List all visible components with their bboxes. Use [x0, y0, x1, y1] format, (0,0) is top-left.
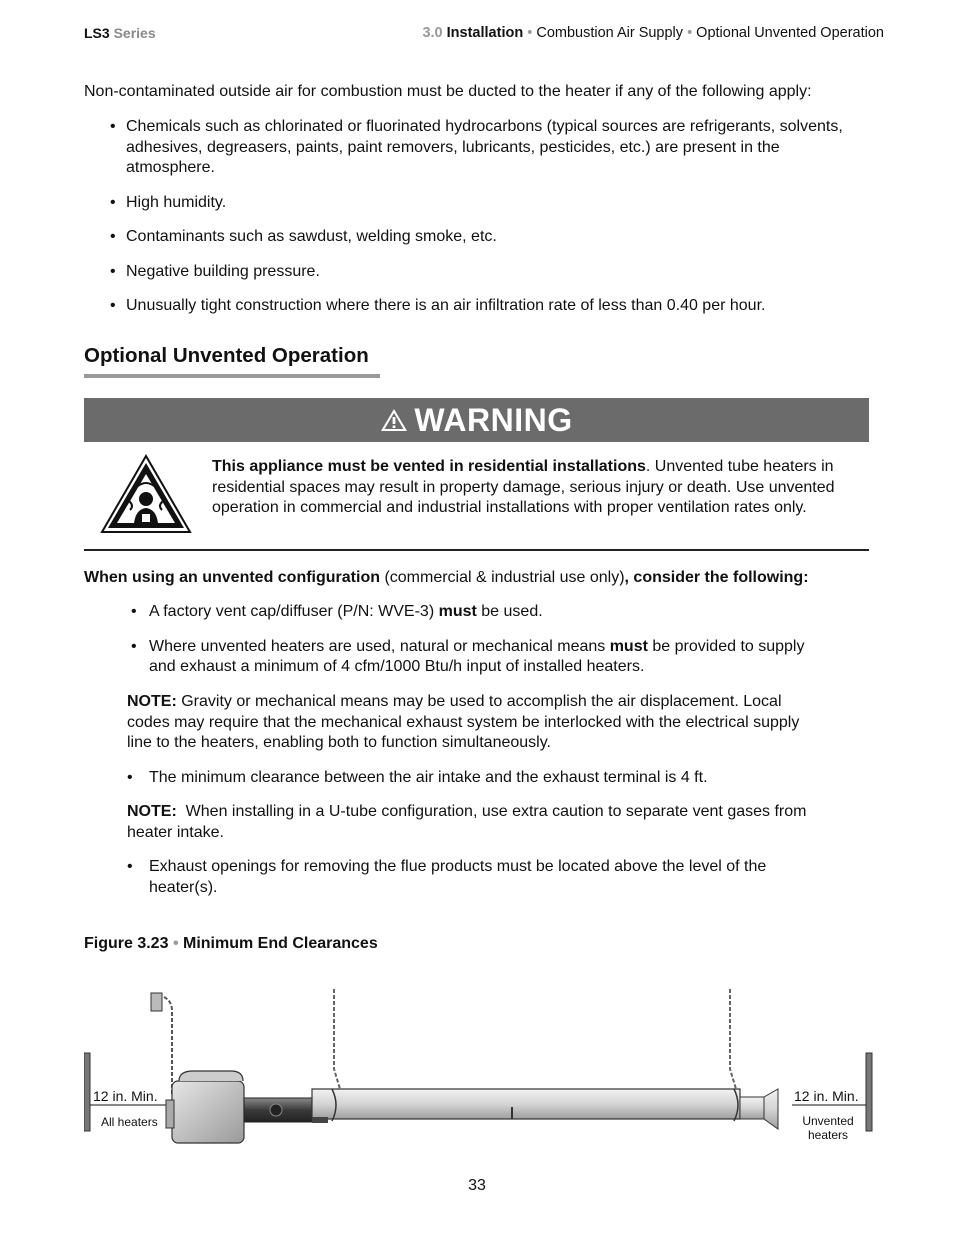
note-label: NOTE: — [127, 803, 177, 820]
item-text: A factory vent cap/diffuser (P/N: WVE-3) — [149, 603, 439, 620]
list-item: • Negative building pressure. — [110, 262, 870, 283]
breadcrumb-sep: • — [527, 25, 533, 41]
note-text: Gravity or mechanical means may be used to accomplish the air displacement. Local codes may require that the mechanical exhaust system be interlocked with the electrical supply line to the heaters, enabling both to function simultaneously. — [127, 693, 800, 751]
item-text: be provided to supply and exhaust a minimum of 4 cfm/1000 Btu/h input of installed heaters. — [149, 637, 805, 675]
list-item: • Unusually tight construction where there is an air infiltration rate of less than 0.40 per hour. — [110, 296, 870, 317]
note-text: When installing in a U-tube configuration, use extra caution to separate vent gases from heater intake. — [127, 803, 811, 841]
item-emphasis: must — [609, 637, 648, 655]
figure-sep: • — [172, 935, 179, 952]
heater-diagram — [84, 985, 874, 1150]
gas-hazard-icon — [100, 454, 192, 534]
left-clearance-note: All heaters — [101, 1115, 158, 1129]
exhaust-list — [127, 857, 827, 898]
figure-caption — [84, 935, 378, 953]
warning-heading: WARNING — [414, 401, 573, 438]
note-paragraph — [127, 802, 827, 843]
section-name: Installation — [446, 25, 524, 41]
breadcrumb-item: Combustion Air Supply — [536, 25, 684, 41]
warning-bold-lead: This appliance must be vented in residential installations — [212, 458, 646, 475]
left-clearance-label: 12 in. Min. — [93, 1088, 158, 1104]
header-series — [84, 25, 156, 41]
config-bold-tail: , consider the following: — [624, 569, 809, 586]
left-chain — [164, 997, 172, 1095]
section-title-underline — [84, 374, 380, 378]
hanger-chain — [334, 989, 340, 1089]
page-number: 33 — [468, 1177, 486, 1194]
breadcrumb-item: Optional Unvented Operation — [696, 25, 884, 41]
series-word: Series — [113, 25, 156, 41]
section-number: 3.0 — [422, 25, 443, 41]
right-note-line: heaters — [807, 1128, 849, 1142]
note-paragraph — [127, 692, 807, 754]
list-item: • The minimum clearance between the air intake and the exhaust terminal is 4 ft. — [127, 768, 827, 789]
list-item — [131, 602, 831, 623]
end-clearance-figure — [84, 985, 874, 1150]
warning-text — [212, 457, 872, 519]
list-item: • Chemicals such as chlorinated or fluorinated hydrocarbons (typical sources are refrigerants, solvents, adhesives, degreasers, paints, paint removers, lubricants, pesticides, etc.) are present in the atmosphere. — [110, 117, 870, 179]
config-bold-lead: When using an unvented configuration — [84, 569, 380, 586]
left-wall — [84, 1053, 90, 1131]
list-item: • High humidity. — [110, 193, 870, 214]
warning-divider — [84, 549, 869, 551]
item-text: be used. — [476, 603, 543, 620]
tail-tube — [740, 1097, 764, 1119]
header-breadcrumb — [422, 25, 884, 41]
config-intro — [84, 568, 884, 589]
clearance-list — [127, 768, 827, 789]
item-emphasis: must — [438, 603, 477, 620]
series-code: LS3 — [84, 25, 110, 41]
warning-banner — [84, 398, 869, 442]
list-item: • Contaminants such as sawdust, welding smoke, etc. — [110, 227, 870, 248]
figure-number: Figure 3.23 — [84, 935, 169, 952]
burner-box — [172, 1081, 244, 1143]
warning-body: . Unvented tube heaters in residential spaces may result in property damage, serious injury or death. Use unvented operation in commercial and industrial installations with proper ventilation rates only. — [212, 458, 835, 516]
note-label: NOTE: — [127, 693, 177, 710]
intro-paragraph: Non-contaminated outside air for combustion must be ducted to the heater if any of the following apply: — [84, 83, 812, 100]
right-clearance-note — [796, 1114, 860, 1142]
right-wall — [866, 1053, 872, 1131]
radiant-tube — [312, 1089, 740, 1119]
right-clearance-label: 12 in. Min. — [794, 1088, 859, 1104]
vent-cap-diffuser — [764, 1089, 778, 1129]
unvented-list — [131, 602, 831, 692]
hanger-chain — [730, 989, 736, 1089]
right-note-line: Unvented — [802, 1114, 854, 1128]
warning-triangle-icon — [380, 407, 408, 433]
section-title: Optional Unvented Operation — [84, 344, 369, 367]
config-paren: (commercial & industrial use only) — [380, 569, 625, 586]
list-item: • Exhaust openings for removing the flue products must be located above the level of the heater(s). — [127, 857, 827, 898]
figure-title: Minimum End Clearances — [183, 935, 378, 952]
ceiling-hanger — [151, 993, 162, 1011]
list-item — [131, 637, 831, 678]
breadcrumb-sep: • — [687, 25, 693, 41]
conditions-list — [110, 117, 870, 331]
item-text: Where unvented heaters are used, natural or mechanical means — [149, 637, 610, 655]
